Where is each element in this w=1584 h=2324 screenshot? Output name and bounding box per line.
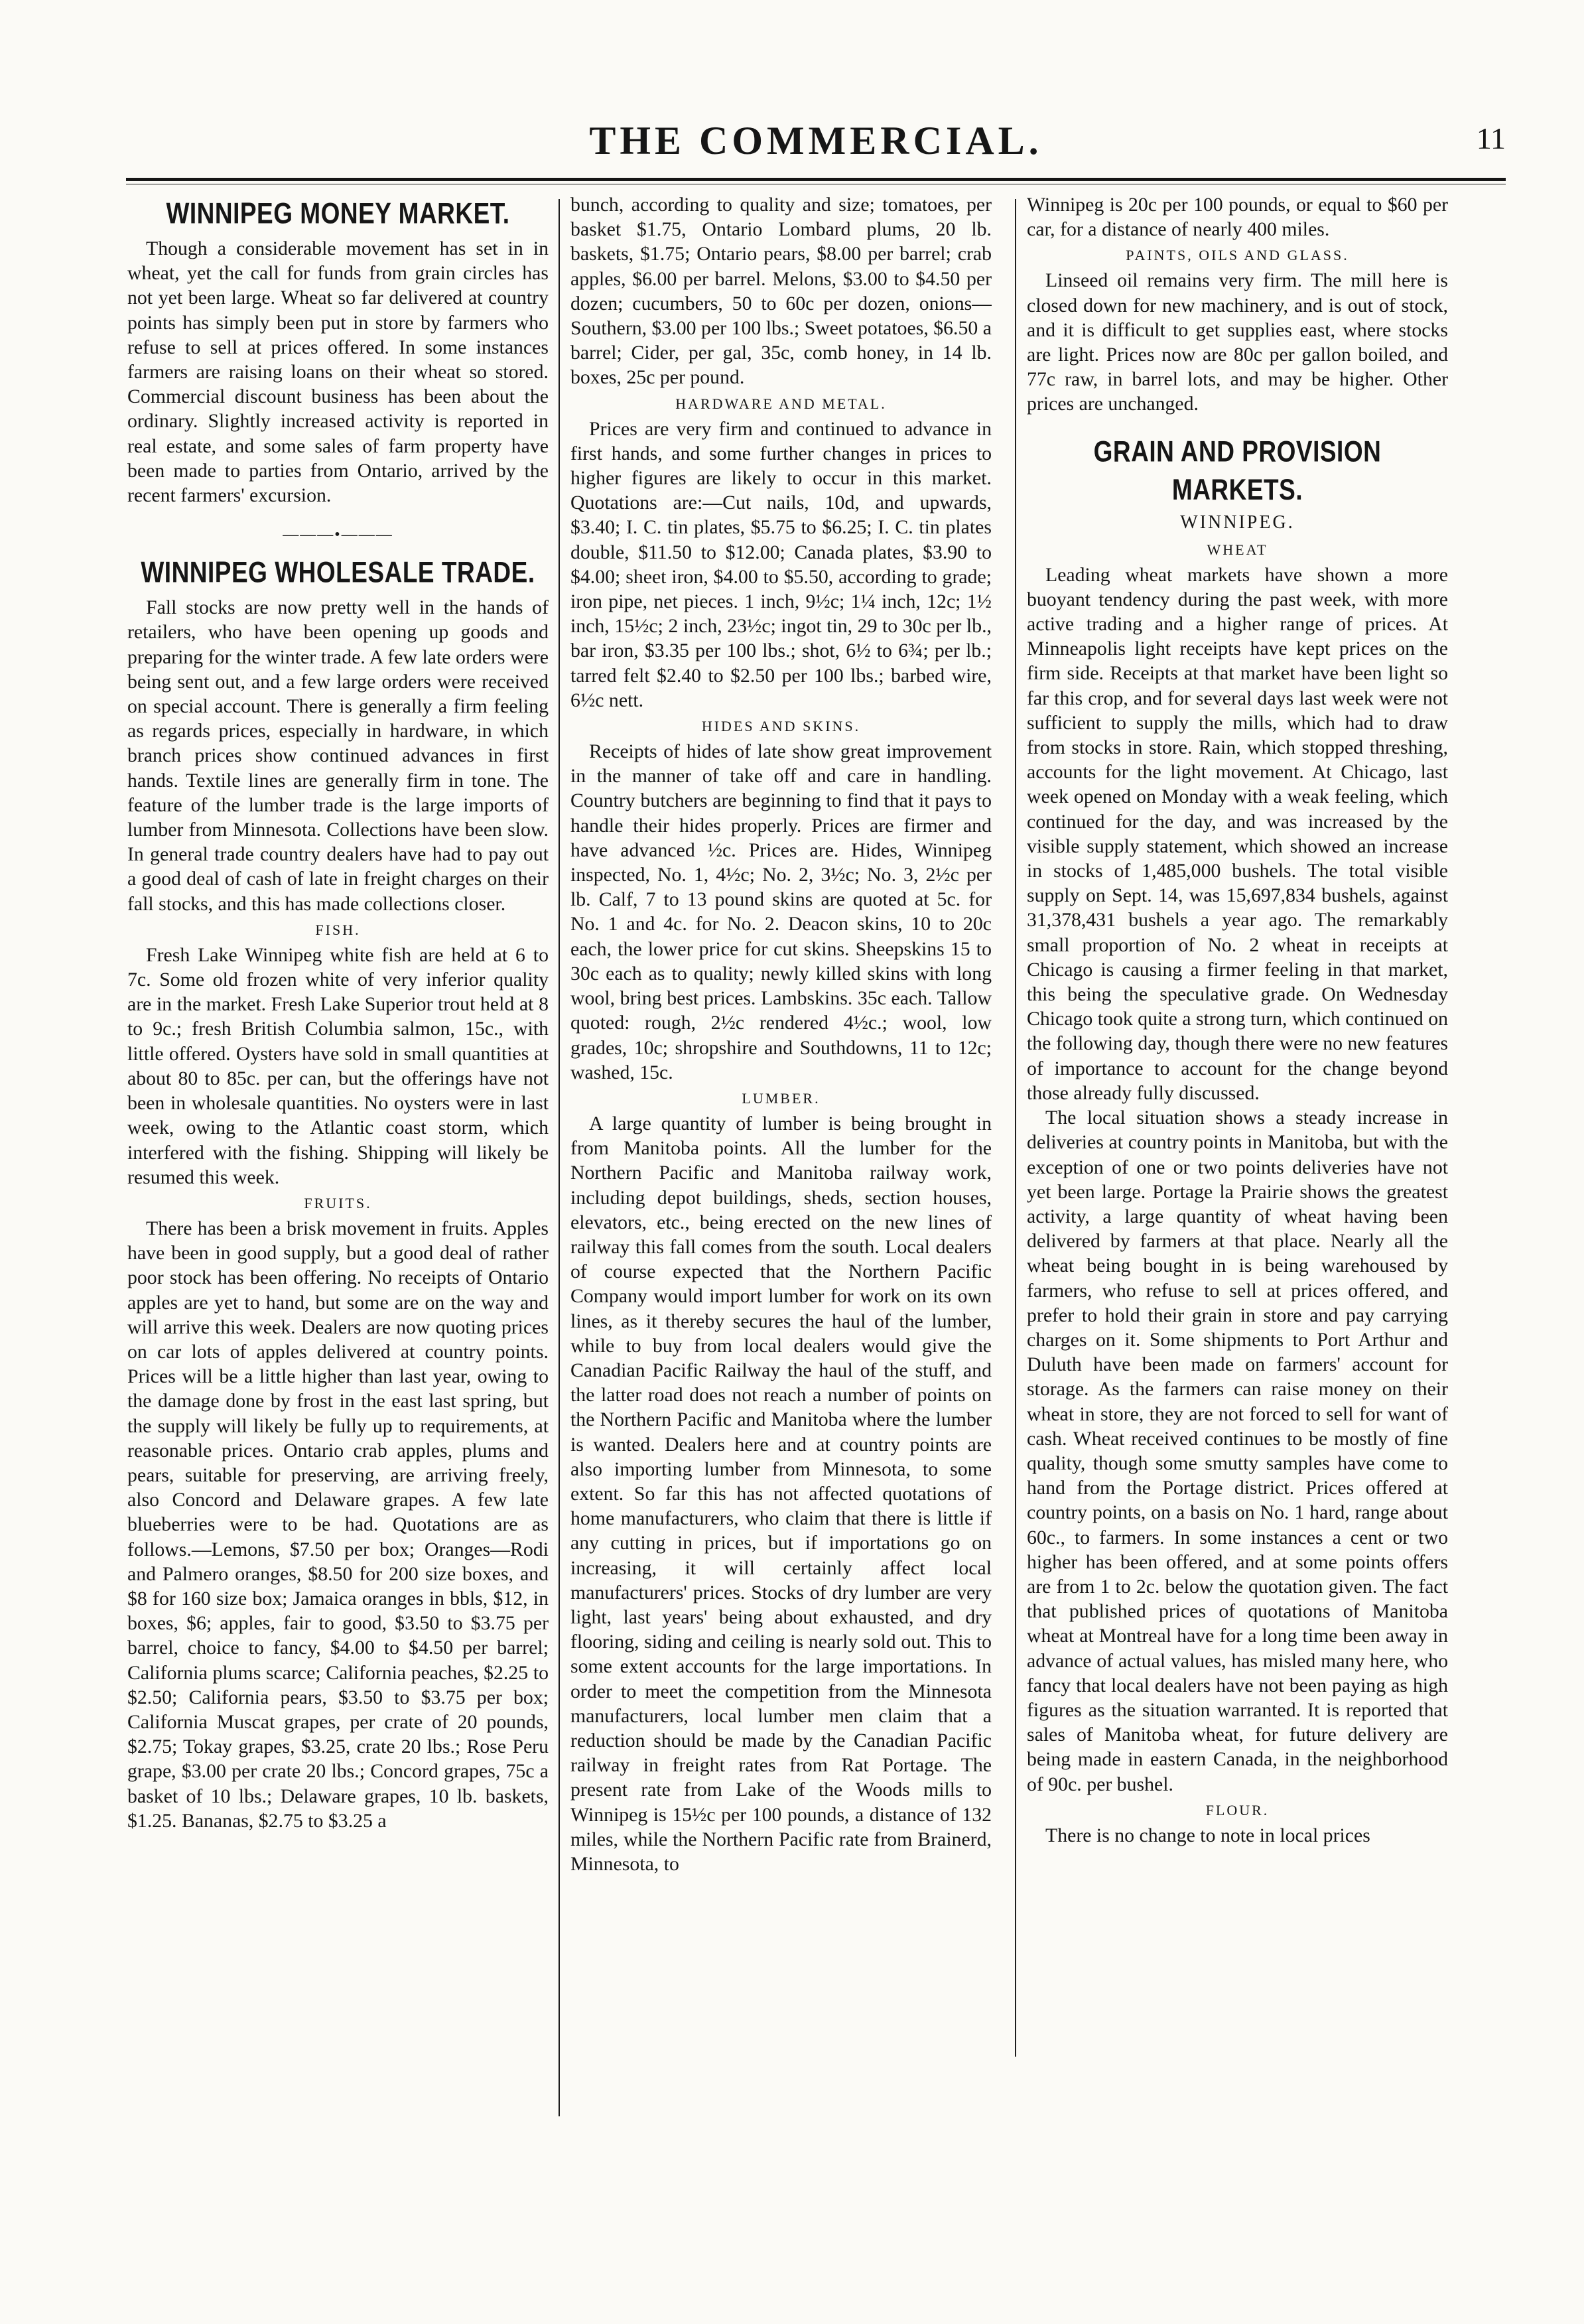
subhead-fruits: FRUITS. xyxy=(304,1194,372,1211)
article-paragraph: The local situation shows a steady increase in deliveries at country points in Manitoba, but with the exception of one or two points deliveries have not yet been large. Portage la Prairie shows the greatest activity, a large quantity of wheat having been delivered by farmers at that place. Nearly all the wheat being bought in is being warehoused by farmers, who refuse to sell at prices offered, and prefer to hold their grain in store and pay carrying charges on it. Some shipments to Port Arthur and Duluth have been made on farmers' account for storage. As the farmers can raise money on their wheat in store, they are not forced to sell for want of cash. Wheat received continues to be mostly of fine quality, though some smutty samples have come to hand from the Portage district. Prices offered at country points, on a basis on No. 1 hard, range about 60c., to farmers. In some instances a cent or two higher has been offered, and at some points offers are from 1 to 2c. below the quotation given. The fact that published prices of quotations of Manitoba wheat at Montreal have for a long time been away in advance of actual values, has misled many here, who fancy that local dealers have not been paying as high figures as the situation warranted. It is reported that sales of Manitoba wheat, for future delivery are being made in eastern Canada, in the neighborhood of 90c. per bushel. xyxy=(1027,1107,1448,1795)
page-number: 11 xyxy=(1476,121,1506,155)
subhead-hardware: HARDWARE AND METAL. xyxy=(675,395,887,412)
article-paragraph: Leading wheat markets have shown a more buoyant tendency during the past week, with more active trading and a higher range of prices. At Minneapolis light receipts have kept prices on the firm side. Receipts at that market have been light so far this crop, and for several days last week were not sufficient to supply the mills, which had to draw from stocks in store. Rain, which stopped threshing, accounts for the light movement. At Chicago, last week opened on Monday with a weak feeling, which continued for the day, and was increased by the visible supply statement, which showed an increase in stocks of 1,485,000 bushels. The total visible supply on Sept. 14, was 15,697,834 bushels, against 31,378,431 bushels a year ago. The remarkably small proportion of No. 2 wheat in receipts at Chicago is causing a firmer feeling in that market, this being the speculative grade. On Wednesday Chicago took quite a strong turn, which continued on the following day, though there were no new features of importance to account for the change beyond those already fully discussed. xyxy=(1027,563,1448,1104)
headline-grain-provision: GRAIN AND PROVISION MARKETS. xyxy=(1093,435,1382,506)
column-divider xyxy=(1015,199,1016,2057)
article-paragraph: Though a considerable movement has set in in wheat, yet the call for funds from grain circles has not yet been large. Wheat so far delivered at country points has simply been put in store by farmers who refuse to sell at prices offered. In some instances farmers are raising loans on their wheat so stored. Commercial discount business has been about the ordinary. Slightly increased activity is reported in real estate, and some sales of farm property have been made to parties from Ontario, arrived by the recent farmers' excursion. xyxy=(127,238,549,507)
subhead-paints: PAINTS, OILS AND GLASS. xyxy=(1126,247,1349,264)
subhead-fish: FISH. xyxy=(315,921,361,938)
column-divider xyxy=(559,199,560,2116)
subhead-hides: HIDES AND SKINS. xyxy=(701,718,861,735)
dateline-winnipeg: WINNIPEG. xyxy=(1180,512,1295,533)
article-paragraph: A large quantity of lumber is being brought in from Manitoba points. All the lumber for the Northern Pacific and Manitoba railway work, including depot buildings, sheds, section houses, elevators, etc., being erected on the new lines of railway this fall comes from the south. Local dealers of course expected that the Northern Pacific Company would import lumber for work on its own lines, as it thereby secures the haul of the lumber, while to buy from local dealers would give the Canadian Pacific Railway the haul of the stuff, and the latter road does not reach a number of points on the Northern Pacific and Manitoba where the lumber is wanted. Dealers here and at country points are also importing lumber from Minnesota, to some extent. So far this has not affected quotations of home manufacturers, who claim that there is little if any cutting in prices, but if importations go on increasing, it will certainly affect local manufacturers' prices. Stocks of dry lumber are very light, last years' being about exhausted, and dry flooring, siding and ceiling is nearly sold out. This to some extent accounts for the large importations. In order to meet the competition from the Minnesota manufacturers, local lumber men claim that a reduction should be made by the Canadian Pacific railway in freight rates from Rat Portage. The present rate from Lake of the Woods mills to Winnipeg is 15½c per 100 pounds, a distance of 132 miles, while the Northern Pacific rate from Brainerd, Minnesota, to xyxy=(570,1112,992,1875)
newspaper-title: THE COMMERCIAL. xyxy=(589,119,1043,163)
article-paragraph: Winnipeg is 20c per 100 pounds, or equal to $60 per car, for a distance of nearly 400 miles. xyxy=(1027,194,1448,241)
column-3 xyxy=(1027,192,1448,2282)
article-paragraph: Fresh Lake Winnipeg white fish are held at 6 to 7c. Some old frozen white of very inferior quality are in the market. Fresh Lake Superior trout held at 8 to 9c.; fresh British Columbia salmon, 15c., with little offered. Oysters have sold in small quantities at about 80 to 85c. per can, but the offerings have not been in wholesale quantities. No oysters were in last week, owing to the Atlantic coast storm, which interfered with the fishing. Shipping will likely be resumed this week. xyxy=(127,943,549,1188)
subhead-wheat: WHEAT xyxy=(1207,541,1268,558)
article-paragraph: bunch, according to quality and size; tomatoes, per basket $1.75, Ontario Lombard plums, 20 lb. baskets, $1.75; Ontario pears, $8.00 per barrel; crab apples, $6.00 per barrel. Melons, $3.00 to $4.50 per dozen; cucumbers, 50 to 60c per dozen, onions—Southern, $3.00 per 100 lbs.; Sweet potatoes, $6.50 a barrel; Cider, per gal, 35c, comb honey, in 14 lb. boxes, 25c per pound. xyxy=(570,194,992,389)
headline-wholesale-trade: WINNIPEG WHOLESALE TRADE. xyxy=(141,556,535,589)
section-ornament: ———•——— xyxy=(283,526,393,544)
masthead-rule xyxy=(126,178,1506,181)
headline-money-market: WINNIPEG MONEY MARKET. xyxy=(166,196,510,230)
article-paragraph: There has been a brisk movement in fruits. Apples have been in good supply, but a good deal of rather poor stock has been offering. No receipts of Ontario apples are yet to hand, but some are on the way and will arrive this week. Dealers are now quoting prices on car lots of apples delivered at country points. Prices will be a little higher than last year, owing to the damage done by frost in the east last spring, but the supply will likely be fully up to requirements, at reasonable prices. Ontario crab apples, plums and pears, suitable for preserving, are arriving freely, also Concord and Delaware grapes. A few late blueberries were to be had. Quotations are as follows.—Lemons, $7.50 per box; Oranges—Rodi and Palmero oranges, $8.50 for 200 size boxes, and $8 for 160 size box; Jamaica oranges in bbls, $12, in boxes, $6; apples, fair to good, $3.50 to $3.75 per barrel, choice to fancy, $4.00 to $4.50 per barrel; California plums scarce; California peaches, $2.25 to $2.50; California pears, $3.50 to $3.75 per box; California Muscat grapes, per crate of 20 pounds, $2.75; Tokay grapes, $3.25, crate 20 lbs.; Rose Peru grape, $3.00 per crate 20 lbs.; Concord grapes, 75c a basket of 10 lbs.; Delaware grapes, 10 lb. baskets, $1.25. Bananas, $2.75 to $3.25 a xyxy=(127,1217,549,1832)
column-2 xyxy=(570,192,992,2282)
subhead-lumber: LUMBER. xyxy=(742,1089,821,1107)
article-paragraph: Linseed oil remains very firm. The mill here is closed down for new machinery, and is out of stock, and it is difficult to get supplies east, where stocks are light. Prices now are 80c per gallon boiled, and 77c raw, in barrel lots, and may be higher. Other prices are unchanged. xyxy=(1027,269,1448,415)
article-paragraph: There is no change to note in local prices xyxy=(1045,1824,1370,1846)
article-paragraph: Prices are very firm and continued to advance in first hands, and some further changes in prices to higher figures are likely to occur in this market. Quotations are:—Cut nails, 10d, and upwards, $3.40; I. C. tin plates, $5.75 to $6.25; I. C. tin plates double, $11.50 to $12.00; Canada plates, $3.90 to $4.00; sheet iron, $4.00 to $5.50, according to grade; iron pipe, net pieces. 1 inch, 9½c; 1¼ inch, 12c; 1½ inch, 15½c; 2 inch, 23½c; ingot tin, 29 to 30c per lb., bar iron, $3.35 per 100 lbs.; shot, 6½ to 6¾; per lb.; tarred felt $2.40 to $2.50 per 100 lbs.; barbed wire, 6½c nett. xyxy=(570,417,992,711)
subhead-flour: FLOUR. xyxy=(1205,1801,1270,1818)
masthead xyxy=(126,118,1506,165)
article-paragraph: Receipts of hides of late show great improvement in the manner of take off and care in handling. Country butchers are beginning to find that it pays to handle their hides properly. Prices are firmer and have advanced ½c. Prices are. Hides, Winnipeg inspected, No. 1, 4½c; No. 2, 3½c; No. 3, 2½c per lb. Calf, 7 to 13 pound skins are quoted at 5c. for No. 1 and 4c. for No. 2. Deacon skins, 10 to 20c each, the lower price for cut skins. Sheepskins 15 to 30c each as to quality; newly killed skins with long wool, bring best prices. Lambskins. 35c each. Tallow quoted: rough, 2½c rendered 4½c.; wool, low grades, 10c; shropshire and Southdowns, 11 to 12c; washed, 15c. xyxy=(570,740,992,1083)
column-1 xyxy=(127,192,549,2282)
article-paragraph: Fall stocks are now pretty well in the hands of retailers, who have been opening up goods and preparing for the winter trade. A few late orders were being sent out, and a few large orders were received on special account. There is generally a firm feeling as regards prices, especially in hardware, in which branch prices show continued advances in first hands. Textile lines are generally firm in tone. The feature of the lumber trade is the large imports of lumber from Minnesota. Collections have been slow. In general trade country dealers have had to pay out a good deal of cash of late in freight charges on their fall stocks, and this has made collections closer. xyxy=(127,596,549,915)
